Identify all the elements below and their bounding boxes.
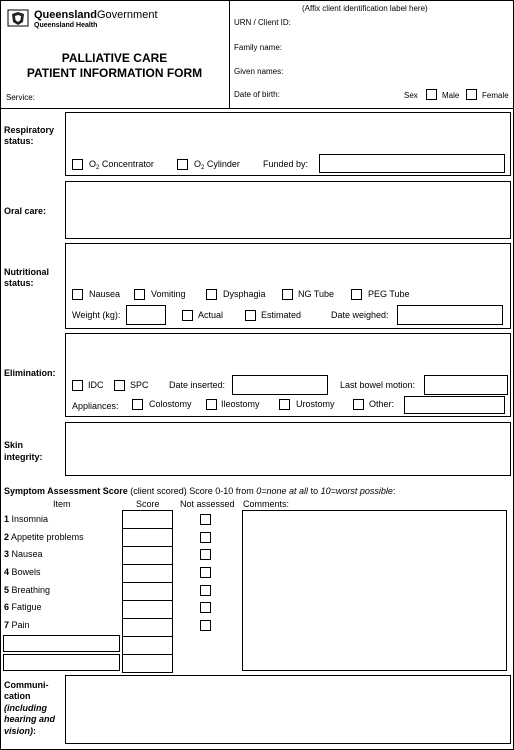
symptom-heading: Symptom Assessment Score (client scored) Score 0-10 from 0=none at all to 10=worst possible: xyxy=(4,486,396,496)
weight-label: Weight (kg): xyxy=(72,310,121,320)
ileostomy-label: Ileostomy xyxy=(221,399,260,409)
nutritional-label-2: status: xyxy=(4,278,34,288)
extra-item-input-1[interactable] xyxy=(3,635,120,652)
communication-label-2: cation xyxy=(4,691,31,701)
not-assessed-checkbox-1[interactable] xyxy=(200,514,211,525)
other-input[interactable] xyxy=(404,396,505,414)
nutritional-label-1: Nutritional xyxy=(4,267,49,277)
service-label: Service: xyxy=(6,93,35,102)
not-assessed-checkbox-7[interactable] xyxy=(200,620,211,631)
male-checkbox[interactable] xyxy=(426,89,437,100)
idc-label: IDC xyxy=(88,380,104,390)
urostomy-label: Urostomy xyxy=(296,399,335,409)
col-score-header: Score xyxy=(136,499,160,509)
qld-logo xyxy=(6,8,30,28)
o2-concentrator-label: $O_2$ Concentrator xyxy=(89,159,154,171)
score-cell-2[interactable] xyxy=(122,528,173,547)
o2-cylinder-label: $O_2$ Cylinder xyxy=(194,159,240,171)
elimination-label: Elimination: xyxy=(4,368,56,378)
symptom-item-3: 3 Nausea xyxy=(4,549,43,559)
col-not-assessed-header: Not assessed xyxy=(180,499,235,509)
affix-note: (Affix client identification label here) xyxy=(302,4,428,13)
spc-checkbox[interactable] xyxy=(114,380,125,391)
not-assessed-checkbox-2[interactable] xyxy=(200,532,211,543)
dysphagia-checkbox[interactable] xyxy=(206,289,217,300)
vomiting-option-label: Vomiting xyxy=(151,289,186,299)
score-cell-6[interactable] xyxy=(122,600,173,619)
oral-care-box[interactable] xyxy=(65,181,511,239)
weight-input[interactable] xyxy=(126,305,166,325)
communication-note-1: (including xyxy=(4,703,47,713)
skin-integrity-box[interactable] xyxy=(65,422,511,476)
o2-concentrator-checkbox[interactable] xyxy=(72,159,83,170)
extra-item-input-2[interactable] xyxy=(3,654,120,671)
colostomy-label: Colostomy xyxy=(149,399,192,409)
dob-label: Date of birth: xyxy=(234,90,280,99)
peg-tube-option-label: PEG Tube xyxy=(368,289,410,299)
symptom-item-6: 6 Fatigue xyxy=(4,602,42,612)
communication-box[interactable] xyxy=(65,675,511,744)
score-cell-8[interactable] xyxy=(122,636,173,655)
crest-icon xyxy=(6,8,30,28)
symptom-item-4: 4 Bowels xyxy=(4,567,41,577)
ng-tube-checkbox[interactable] xyxy=(282,289,293,300)
estimated-label: Estimated xyxy=(261,310,302,320)
communication-note-2: hearing and xyxy=(4,714,56,724)
symptom-item-5: 5 Breathing xyxy=(4,585,51,595)
funded-by-label: Funded by: xyxy=(263,159,309,169)
date-weighed-label: Date weighed: xyxy=(331,310,389,320)
col-comments-header: Comments: xyxy=(243,499,290,509)
female-checkbox[interactable] xyxy=(466,89,477,100)
symptom-item-1: 1 Insomnia xyxy=(4,514,49,524)
score-cell-3[interactable] xyxy=(122,546,173,565)
header-bottom-line xyxy=(0,108,514,109)
header-divider xyxy=(229,0,230,108)
last-bowel-label: Last bowel motion: xyxy=(340,380,416,390)
score-cell-7[interactable] xyxy=(122,618,173,637)
symptom-item-7: 7 Pain xyxy=(4,620,30,630)
funded-by-input[interactable] xyxy=(319,154,505,173)
date-inserted-input[interactable] xyxy=(232,375,328,395)
score-cell-9[interactable] xyxy=(122,654,173,673)
idc-checkbox[interactable] xyxy=(72,380,83,391)
not-assessed-checkbox-4[interactable] xyxy=(200,567,211,578)
skin-label-1: Skin xyxy=(4,440,24,450)
appliances-label: Appliances: xyxy=(72,401,119,411)
communication-note-3: vision): xyxy=(4,726,37,736)
oral-care-label: Oral care: xyxy=(4,206,47,216)
date-weighed-input[interactable] xyxy=(397,305,503,325)
sex-label: Sex xyxy=(404,91,418,100)
date-inserted-label: Date inserted: xyxy=(169,380,226,390)
form-title-line1: PALLIATIVE CARE xyxy=(61,51,168,65)
male-label: Male xyxy=(442,91,460,100)
not-assessed-checkbox-3[interactable] xyxy=(200,549,211,560)
o2-cylinder-checkbox[interactable] xyxy=(177,159,188,170)
respiratory-label-2: status: xyxy=(4,136,34,146)
urostomy-checkbox[interactable] xyxy=(279,399,290,410)
brand-name: QueenslandGovernment xyxy=(34,9,158,21)
vomiting-checkbox[interactable] xyxy=(134,289,145,300)
dysphagia-option-label: Dysphagia xyxy=(223,289,266,299)
estimated-checkbox[interactable] xyxy=(245,310,256,321)
other-label: Other: xyxy=(369,399,395,409)
symptom-item-2: 2 Appetite problems xyxy=(4,532,84,542)
spc-label: SPC xyxy=(130,380,149,390)
ng-tube-option-label: NG Tube xyxy=(298,289,335,299)
brand-sub: Queensland Health xyxy=(34,22,98,29)
score-cell-1[interactable] xyxy=(122,510,173,529)
not-assessed-checkbox-5[interactable] xyxy=(200,585,211,596)
peg-tube-checkbox[interactable] xyxy=(351,289,362,300)
skin-label-2: integrity: xyxy=(4,452,43,462)
family-name-label: Family name: xyxy=(234,43,283,52)
urn-label: URN / Client ID: xyxy=(234,18,291,27)
nausea-option-label: Nausea xyxy=(89,289,121,299)
given-names-label: Given names: xyxy=(234,67,284,76)
actual-checkbox[interactable] xyxy=(182,310,193,321)
actual-label: Actual xyxy=(198,310,224,320)
other-checkbox[interactable] xyxy=(353,399,364,410)
nausea-checkbox[interactable] xyxy=(72,289,83,300)
col-item-header: Item xyxy=(53,499,71,509)
score-cell-4[interactable] xyxy=(122,564,173,583)
colostomy-checkbox[interactable] xyxy=(132,399,143,410)
ileostomy-checkbox[interactable] xyxy=(206,399,217,410)
female-label: Female xyxy=(482,91,509,100)
comments-box[interactable] xyxy=(242,510,507,671)
communication-label-1: Communi- xyxy=(4,680,49,690)
respiratory-label-1: Respiratory xyxy=(4,125,55,135)
last-bowel-input[interactable] xyxy=(424,375,508,395)
not-assessed-checkbox-6[interactable] xyxy=(200,602,211,613)
form-title-line2: PATIENT INFORMATION FORM xyxy=(26,66,203,80)
score-cell-5[interactable] xyxy=(122,582,173,601)
